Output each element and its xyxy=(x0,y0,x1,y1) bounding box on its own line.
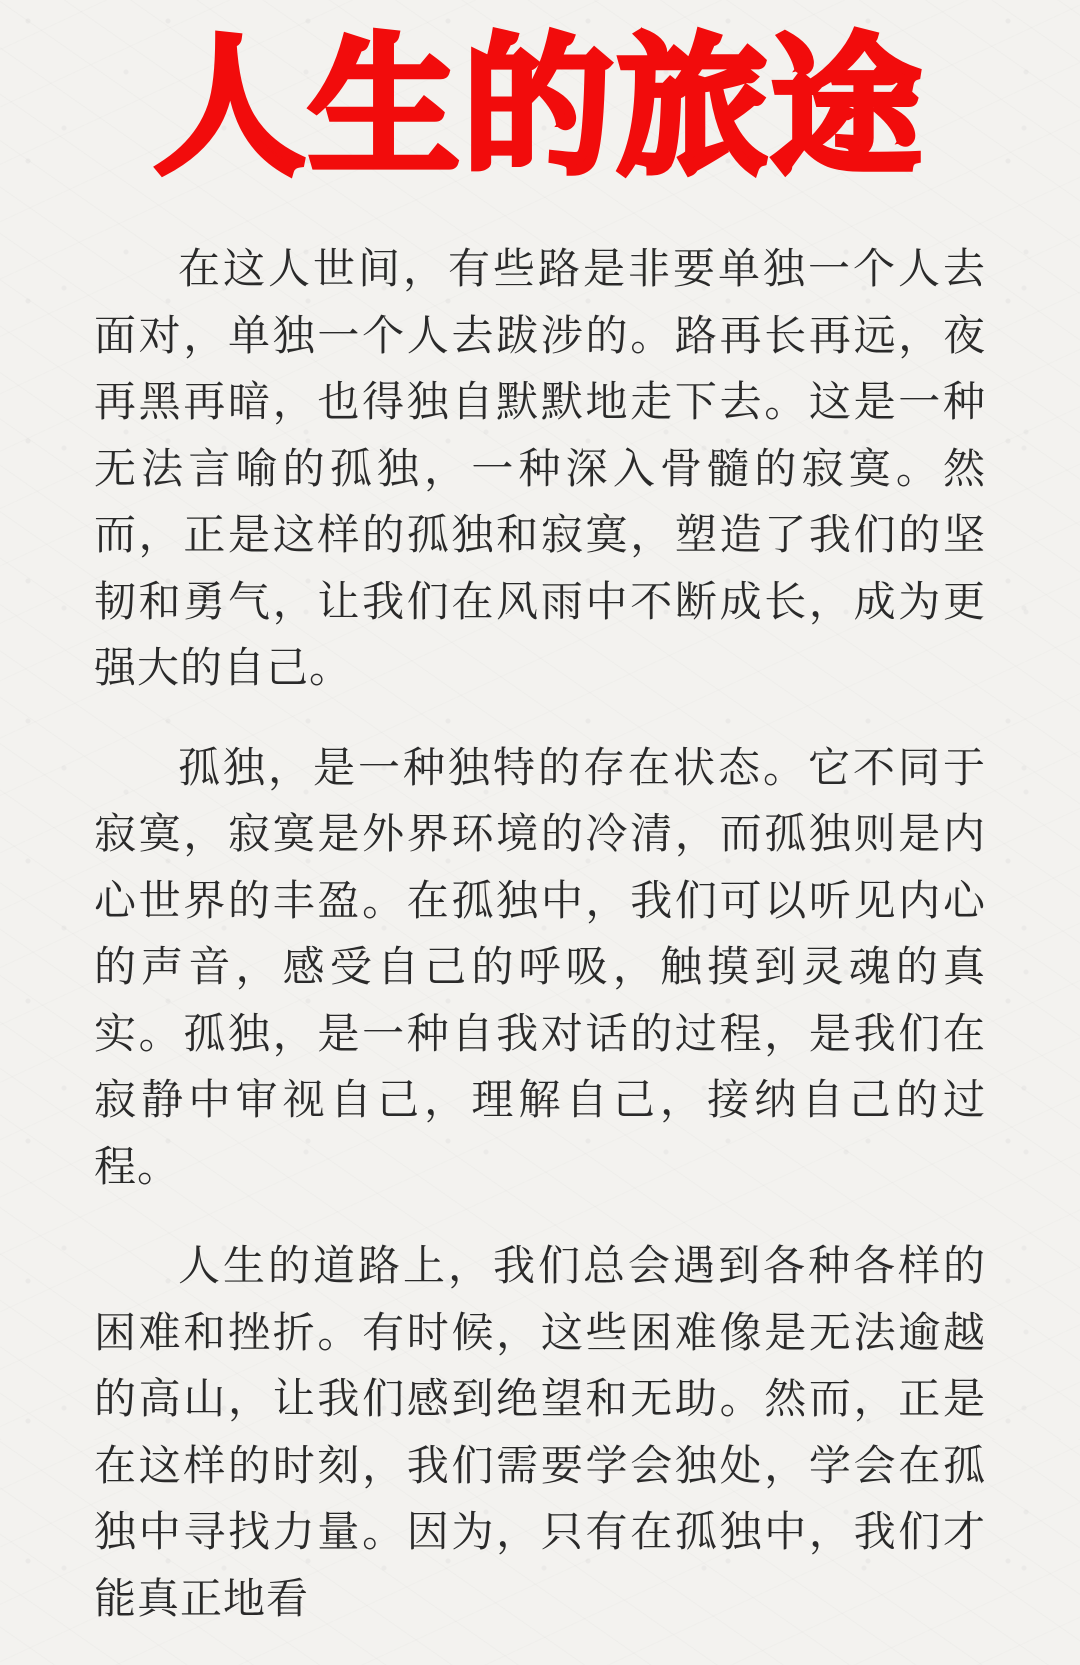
paragraph-2: 孤独，是一种独特的存在状态。它不同于寂寞，寂寞是外界环境的冷清，而孤独则是内心世界的丰盈。在孤独中，我们可以听见内心的声音，感受自己的呼吸，触摸到灵魂的真实。孤独，是一种自我对话的过程，是我们在寂静中审视自己，理解自己，接纳自己的过程。 xyxy=(94,742,986,1191)
article-body xyxy=(94,236,986,1665)
paragraph-3: 人生的道路上，我们总会遇到各种各样的困难和挫折。有时候，这些困难像是无法逾越的高山，让我们感到绝望和无助。然而，正是在这样的时刻，我们需要学会独处，学会在孤独中寻找力量。因为，只有在孤独中，我们才能真正地看 xyxy=(94,1241,986,1623)
page-title: 人生的旅途 xyxy=(154,21,925,195)
paragraph-1: 在这人世间，有些路是非要单独一个人去面对，单独一个人去跋涉的。路再长再远，夜再黑再暗，也得独自默默地走下去。这是一种无法言喻的孤独，一种深入骨髓的寂寞。然而，正是这样的孤独和寂寞，塑造了我们的坚韧和勇气，让我们在风雨中不断成长，成为更强大的自己。 xyxy=(94,244,986,692)
